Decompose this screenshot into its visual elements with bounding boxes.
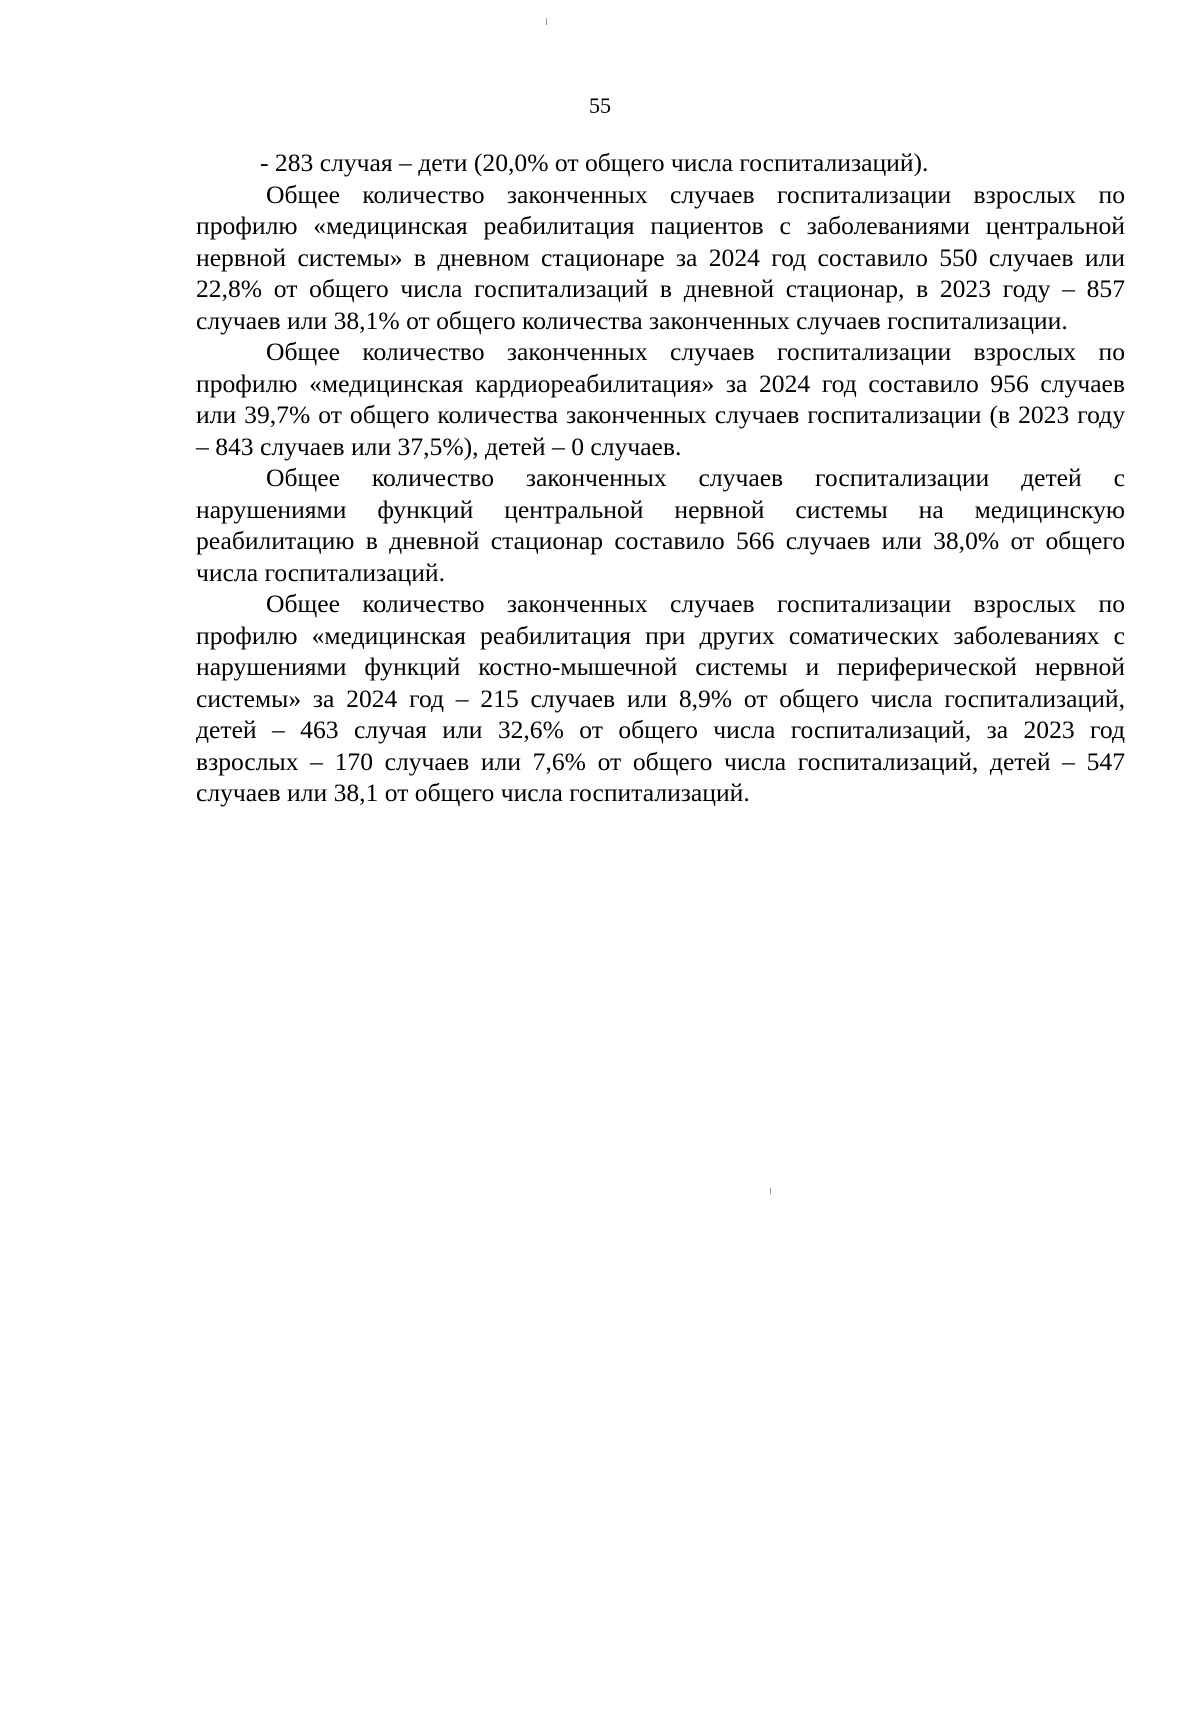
paragraph-cardiorehabilitation: Общее количество законченных случаев госпитализации взрослых по профилю «медицинская кардиореабилитация» за 2024 год составило 956 случаев или 39,7% от общего количества законченных случаев госпитализации (в 2023 году – 843 случаев или 37,5%), детей – 0 случаев.: [196, 337, 1125, 461]
paragraph-children-hospitalizations: - 283 случая – дети (20,0% от общего числа госпитализаций).: [260, 148, 929, 177]
document-body: [196, 147, 1125, 809]
scan-speck: [546, 18, 547, 25]
page-number: 55: [589, 93, 611, 118]
paragraph-cns-rehabilitation: Общее количество законченных случаев госпитализации взрослых по профилю «медицинская реабилитация пациентов с заболеваниями центральной нервной системы» в дневном стационаре за 2024 год составило 550 случаев или 22,8% от общего числа госпитализаций в дневной стационар, в 2023 году – 857 случаев или 38,1% от общего количества законченных случаев госпитализации.: [196, 179, 1125, 335]
paragraph-somatic-rehabilitation: Общее количество законченных случаев госпитализации взрослых по профилю «медицинская реабилитация при других соматических заболеваниях с нарушениями функций костно-мышечной системы и периферической нервной системы» за 2024 год – 215 случаев или 8,9% от общего числа госпитализаций, детей – 463 случая или 32,6% от общего числа госпитализаций, за 2023 год взрослых – 170 случаев или 7,6% от общего числа госпитализаций, детей – 547 случаев или 38,1 от общего числа госпитализаций.: [196, 589, 1125, 807]
scan-speck: [770, 1188, 771, 1194]
paragraph-children-cns-rehabilitation: Общее количество законченных случаев госпитализации детей с нарушениями функций центральной нервной системы на медицинскую реабилитацию в дневной стационар составило 566 случаев или 38,0% от общего числа госпитализаций.: [196, 463, 1125, 587]
